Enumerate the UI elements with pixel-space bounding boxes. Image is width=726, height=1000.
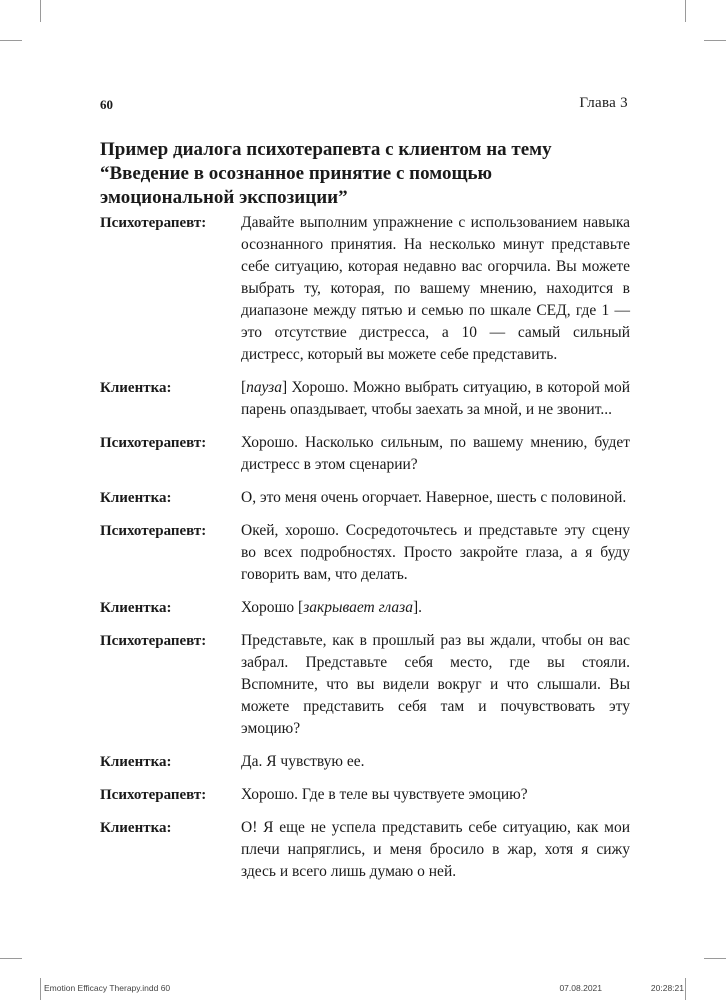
speech-text: О, это меня очень огорчает. Наверное, шесть с половиной. <box>241 489 627 506</box>
running-head <box>100 97 628 117</box>
speech-text: О! Я еще не успела представить себе ситуацию, как мои плечи напряглись, и меня бросило в жар, хотя я сижу здесь и всего лишь думаю о ней. <box>241 819 630 880</box>
speaker-label: Психотерапевт: <box>100 633 207 649</box>
dialogue-turn <box>100 784 630 806</box>
speech-text-part: ] Хорошо. Можно выбрать ситуацию, в которой мой парень опаздывает, чтобы заехать за мной, и не звонит... <box>241 379 630 418</box>
crop-mark <box>0 958 22 959</box>
dialogue-turn <box>100 487 630 509</box>
slug-time: 20:28:21 <box>650 983 684 993</box>
dialogue-turn <box>100 520 630 586</box>
speech-text <box>241 377 630 421</box>
speech-text <box>241 597 630 619</box>
dialogue-turn <box>100 751 630 773</box>
speaker-label: Клиентка: <box>100 380 172 396</box>
speaker-label: Клиентка: <box>100 820 172 836</box>
speaker-label: Клиентка: <box>100 600 172 616</box>
slug-filename: Emotion Efficacy Therapy.indd 60 <box>44 983 171 993</box>
speech-text: Представьте, как в прошлый раз вы ждали, чтобы он вас забрал. Представьте себя место, где вы стояли. Вспомните, что вы видели вокруг и что слышали. Вы можете представить себя там и почувствовать эту эмоцию? <box>241 632 630 737</box>
stage-direction: пауза <box>246 379 282 396</box>
crop-mark <box>704 958 726 959</box>
crop-mark <box>685 978 686 1000</box>
speaker-label: Клиентка: <box>100 490 172 506</box>
speaker-label: Психотерапевт: <box>100 215 207 231</box>
speech-text: Давайте выполним упражнение с использованием навыка осознанного принятия. На несколько минут представьте себе ситуацию, которая недавно вас огорчила. Вы можете выбрать ту, которая, по вашему мнению, находится в диапазоне между пятью и семью по шкале СЕД, где 1 — это отсутствие дистресса, а 10 — самый сильный дистресс, который вы можете себе представить. <box>241 214 630 363</box>
speaker-label: Психотерапевт: <box>100 787 207 803</box>
dialogue-turn <box>100 432 630 476</box>
crop-mark <box>40 0 41 22</box>
crop-mark <box>704 40 726 41</box>
speech-text: Да. Я чувствую ее. <box>241 753 365 770</box>
section-heading: Пример диалога психотерапевта с клиентом на тему “Введение в осознанное принятие с помощью эмоциональной экспозиции” <box>100 139 552 208</box>
stage-direction: закрывает глаза <box>303 599 413 616</box>
crop-mark <box>685 0 686 22</box>
speaker-label: Психотерапевт: <box>100 523 207 539</box>
page-number: 60 <box>100 97 113 112</box>
speech-text-part: [ <box>241 379 247 396</box>
dialogue-turn <box>100 817 630 883</box>
dialogue <box>100 212 630 894</box>
slug-date: 07.08.2021 <box>559 983 602 993</box>
dialogue-turn <box>100 597 630 619</box>
speaker-label: Психотерапевт: <box>100 435 207 451</box>
chapter-title: Глава 3 <box>579 95 628 111</box>
speech-text: Хорошо. Где в теле вы чувствуете эмоцию? <box>241 786 528 803</box>
print-slug <box>44 983 684 995</box>
crop-mark <box>0 40 22 41</box>
crop-mark <box>40 978 41 1000</box>
dialogue-turn <box>100 377 630 421</box>
speech-text-part: Хорошо [ <box>241 599 304 616</box>
speech-text-part: ]. <box>412 599 422 616</box>
speech-text: Окей, хорошо. Сосредоточьтесь и представьте эту сцену во всех подробностях. Просто закройте глаза, а я буду говорить вам, что делать. <box>241 522 630 583</box>
speaker-label: Клиентка: <box>100 754 172 770</box>
speech-text: Хорошо. Насколько сильным, по вашему мнению, будет дистресс в этом сценарии? <box>241 434 630 473</box>
dialogue-turn <box>100 212 630 366</box>
dialogue-turn <box>100 630 630 740</box>
